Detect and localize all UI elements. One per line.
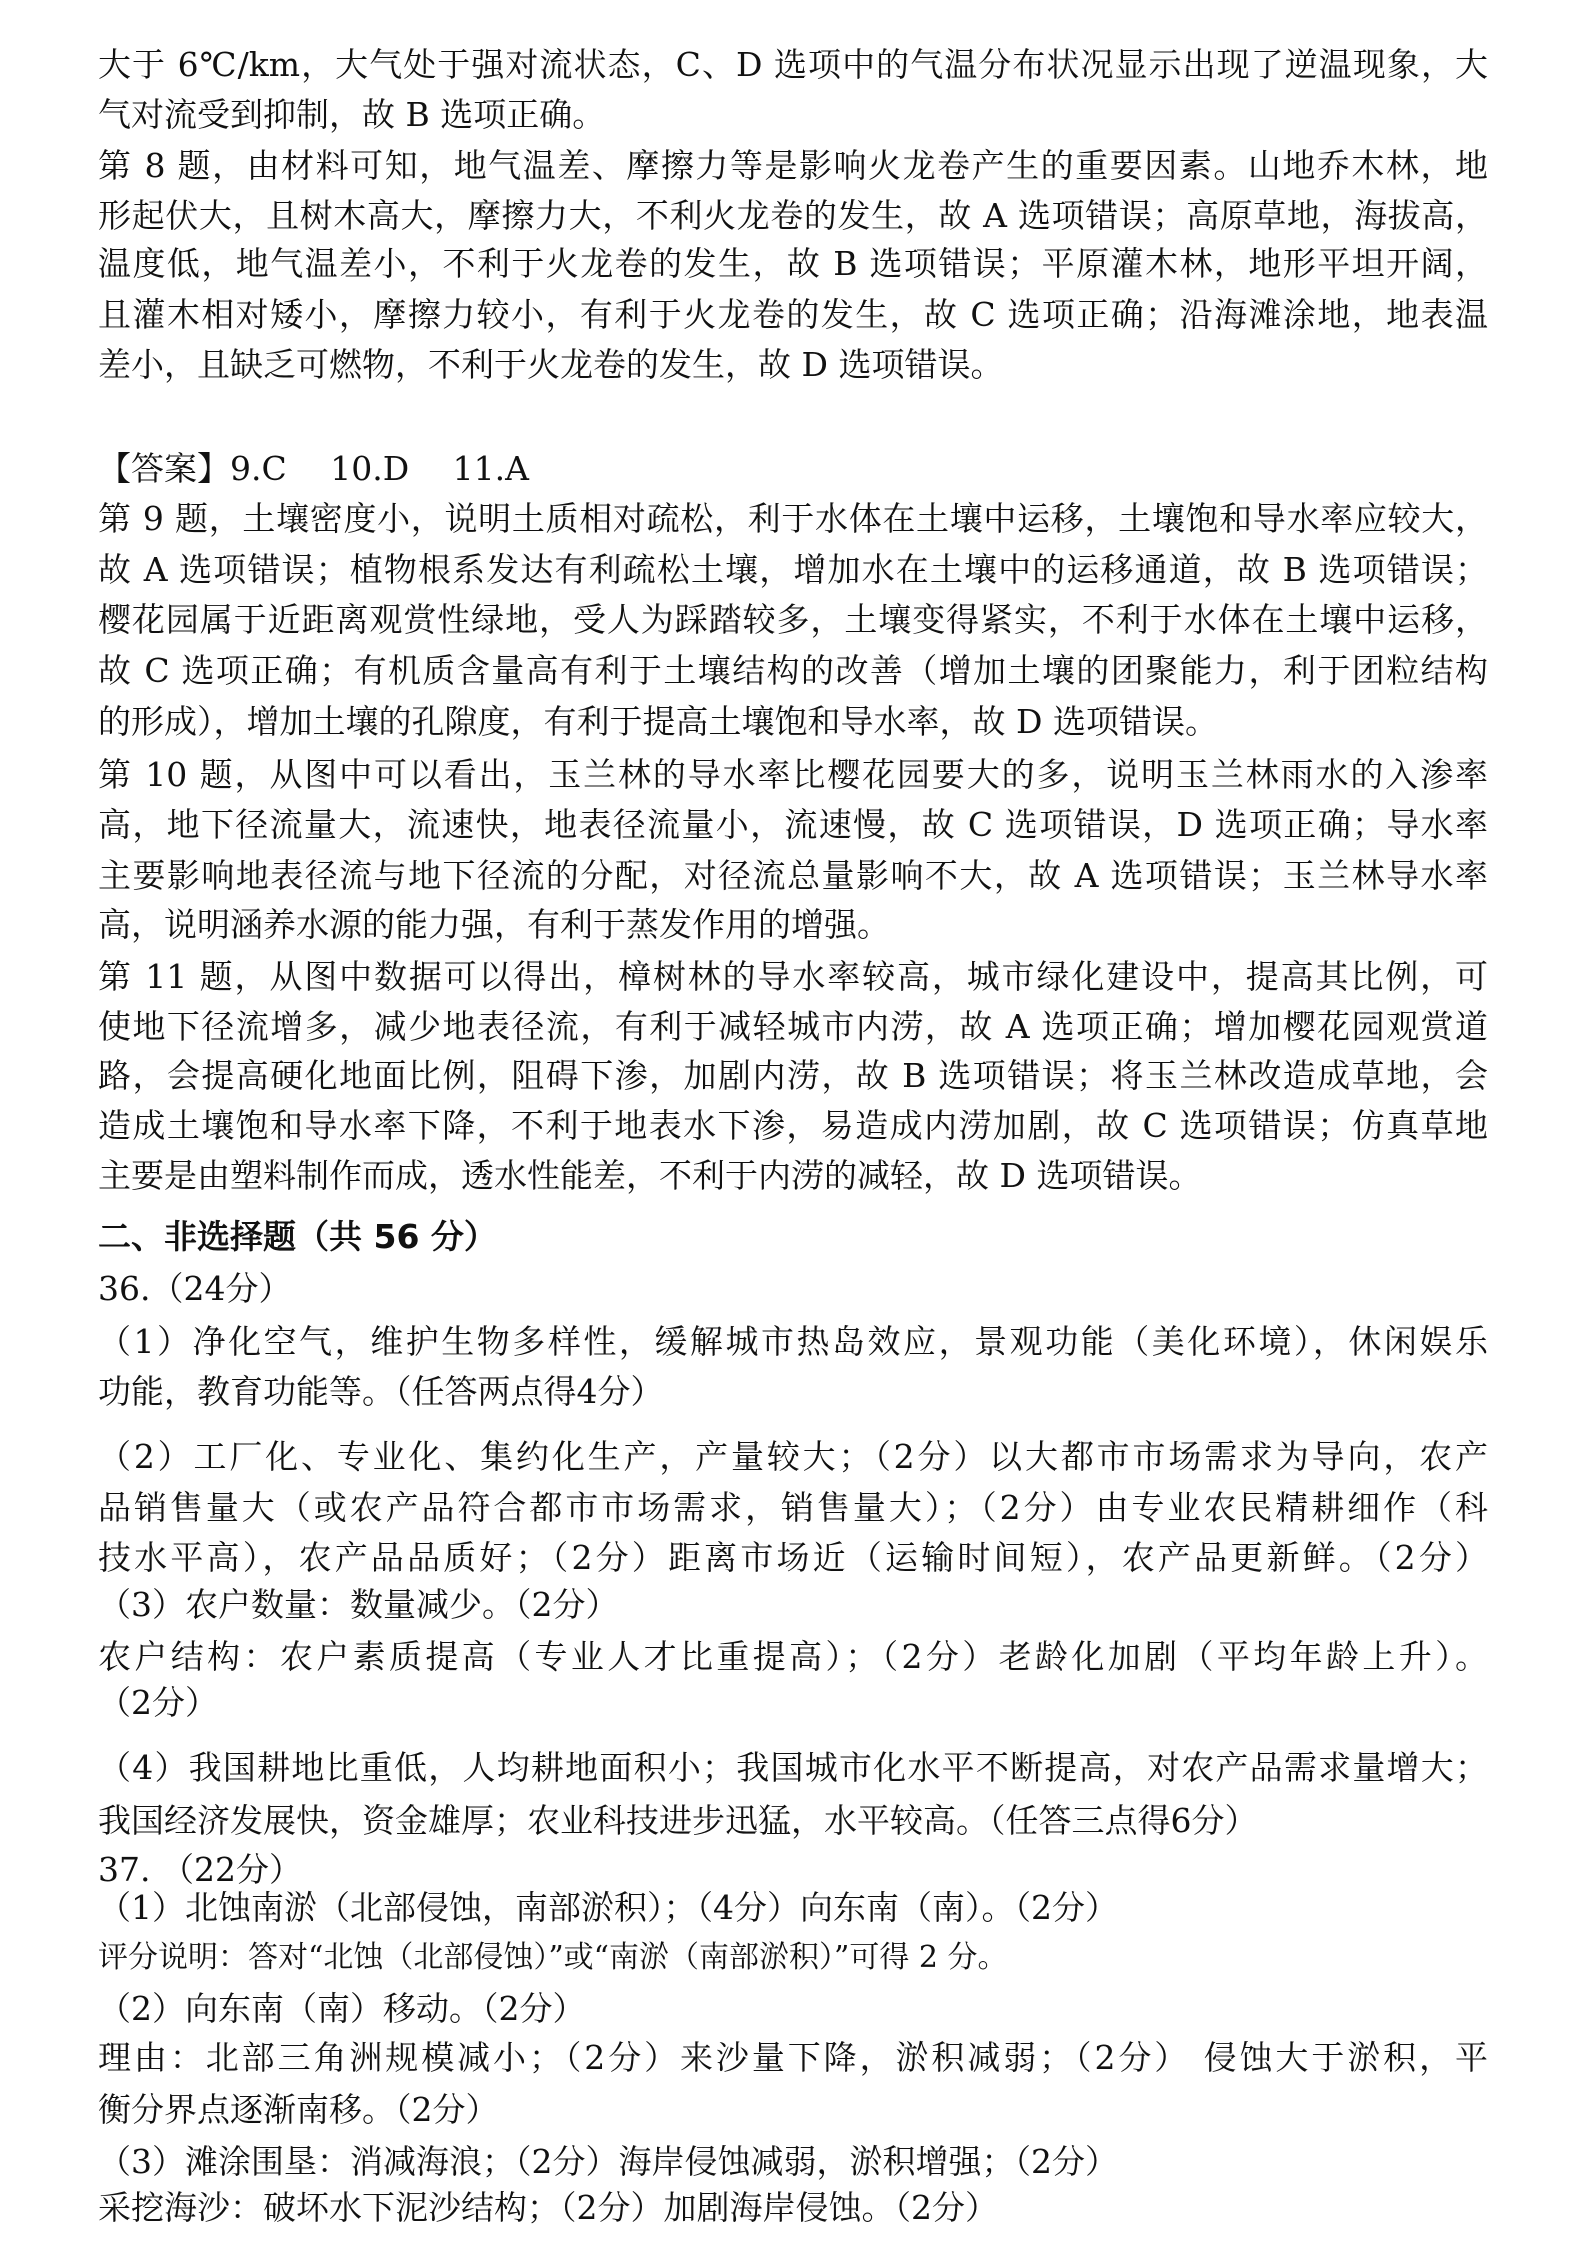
- text-line: 的形成），增加土壤的孔隙度，有利于提高土壤饱和导水率，故 D 选项错误。: [98, 701, 1218, 741]
- text-line: 故 A 选项错误；植物根系发达有利疏松土壤，增加水在土壤中的运移通道，故 B 选项错误；: [98, 549, 1488, 589]
- section-heading: 二、非选择题（共 56 分）: [98, 1216, 497, 1256]
- text-line: 故 C 选项正确；有机质含量高有利于土壤结构的改善（增加土壤的团聚能力，利于团粒结构: [98, 650, 1488, 690]
- text-line: 第 11 题，从图中数据可以得出，樟树林的导水率较高，城市绿化建设中，提高其比例，可: [98, 956, 1488, 996]
- text-line: 技水平高），农产品品质好；（2分）距离市场近（运输时间短），农产品更新鲜。（2分）: [98, 1538, 1488, 1578]
- text-line: 主要是由塑料制作而成，透水性能差，不利于内涝的减轻，故 D 选项错误。: [98, 1156, 1202, 1196]
- text-line: 温度低，地气温差小，不利于火龙卷的发生，故 B 选项错误；平原灌木林，地形平坦开阔，: [98, 244, 1488, 284]
- text-line: 品销售量大（或农产品符合都市市场需求，销售量大）；（2分）由专业农民精耕细作（科: [98, 1487, 1488, 1527]
- text-line: （1）净化空气，维护生物多样性，缓解城市热岛效应，景观功能（美化环境），休闲娱乐: [98, 1321, 1488, 1361]
- text-line: 我国经济发展快，资金雄厚；农业科技进步迅猛，水平较高。（任答三点得6分）: [98, 1801, 1258, 1841]
- text-line: 农户结构：农户素质提高（专业人才比重提高）；（2分）老龄化加剧（平均年龄上升）。: [98, 1636, 1488, 1676]
- text-line: 36.（24分）: [98, 1268, 292, 1308]
- text-line: 理由：北部三角洲规模减小；（2分）来沙量下降，淤积减弱；（2分） 侵蚀大于淤积，平: [98, 2037, 1488, 2077]
- text-line: 第 8 题，由材料可知，地气温差、摩擦力等是影响火龙卷产生的重要因素。山地乔木林，地: [98, 145, 1488, 185]
- text-line: 形起伏大，且树木高大，摩擦力大，不利火龙卷的发生，故 A 选项错误；高原草地，海拔高，: [98, 196, 1488, 236]
- text-line: （3）农户数量：数量减少。（2分）: [98, 1584, 619, 1624]
- text-line: 功能，教育功能等。（任答两点得4分）: [98, 1372, 664, 1412]
- text-line: 高，地下径流量大，流速快，地表径流量小，流速慢，故 C 选项错误，D 选项正确；导水率: [98, 805, 1488, 845]
- text-line: 樱花园属于近距离观赏性绿地，受人为踩踏较多，土壤变得紧实，不利于水体在土壤中运移，: [98, 600, 1488, 640]
- text-line: 使地下径流增多，减少地表径流，有利于减轻城市内涝，故 A 选项正确；增加樱花园观赏道: [98, 1007, 1488, 1047]
- text-line: （4）我国耕地比重低，人均耕地面积小；我国城市化水平不断提高，对农产品需求量增大；: [98, 1747, 1488, 1787]
- text-line: 衡分界点逐渐南移。（2分）: [98, 2089, 499, 2129]
- text-line: 第 10 题，从图中可以看出，玉兰林的导水率比樱花园要大的多，说明玉兰林雨水的入渗率: [98, 754, 1488, 794]
- text-line: （2）向东南（南）移动。（2分）: [98, 1988, 586, 2028]
- text-line: （3）滩涂围垦：消减海浪；（2分）海岸侵蚀减弱，淤积增强；（2分）: [98, 2141, 1118, 2181]
- answer-key-line: 【答案】9.C 10.D 11.A: [98, 448, 529, 488]
- text-line: 且灌木相对矮小，摩擦力较小，有利于火龙卷的发生，故 C 选项正确；沿海滩涂地，地表温: [98, 294, 1488, 334]
- text-line: 路，会提高硬化地面比例，阻碍下渗，加剧内涝，故 B 选项错误；将玉兰林改造成草地，会: [98, 1056, 1488, 1096]
- text-line: （1）北蚀南淤（北部侵蚀，南部淤积）；（4分）向东南（南）。（2分）: [98, 1887, 1118, 1927]
- text-line: 37. （22分）: [98, 1850, 302, 1890]
- text-line: （2）工厂化、专业化、集约化生产，产量较大；（2分）以大都市市场需求为导向，农产: [98, 1437, 1488, 1477]
- text-line: 第 9 题，土壤密度小，说明土质相对疏松，利于水体在土壤中运移，土壤饱和导水率应较大，: [98, 499, 1488, 539]
- text-line: 主要影响地表径流与地下径流的分配，对径流总量影响不大，故 A 选项错误；玉兰林导水率: [98, 855, 1488, 895]
- text-line: 评分说明：答对“北蚀（北部侵蚀）”或“南淤（南部淤积）”可得 2 分。: [98, 1940, 1008, 1976]
- text-line: 差小，且缺乏可燃物，不利于火龙卷的发生，故 D 选项错误。: [98, 345, 1004, 385]
- text-line: 采挖海沙：破坏水下泥沙结构；（2分）加剧海岸侵蚀。（2分）: [98, 2187, 998, 2227]
- text-line: 大于 6℃/km，大气处于强对流状态，C、D 选项中的气温分布状况显示出现了逆温现象，大: [98, 44, 1488, 84]
- text-line: 高，说明涵养水源的能力强，有利于蒸发作用的增强。: [98, 904, 890, 944]
- text-line: （2分）: [98, 1682, 218, 1722]
- text-line: 造成土壤饱和导水率下降，不利于地表水下渗，易造成内涝加剧，故 C 选项错误；仿真草地: [98, 1105, 1488, 1145]
- text-line: 气对流受到抑制，故 B 选项正确。: [98, 95, 606, 135]
